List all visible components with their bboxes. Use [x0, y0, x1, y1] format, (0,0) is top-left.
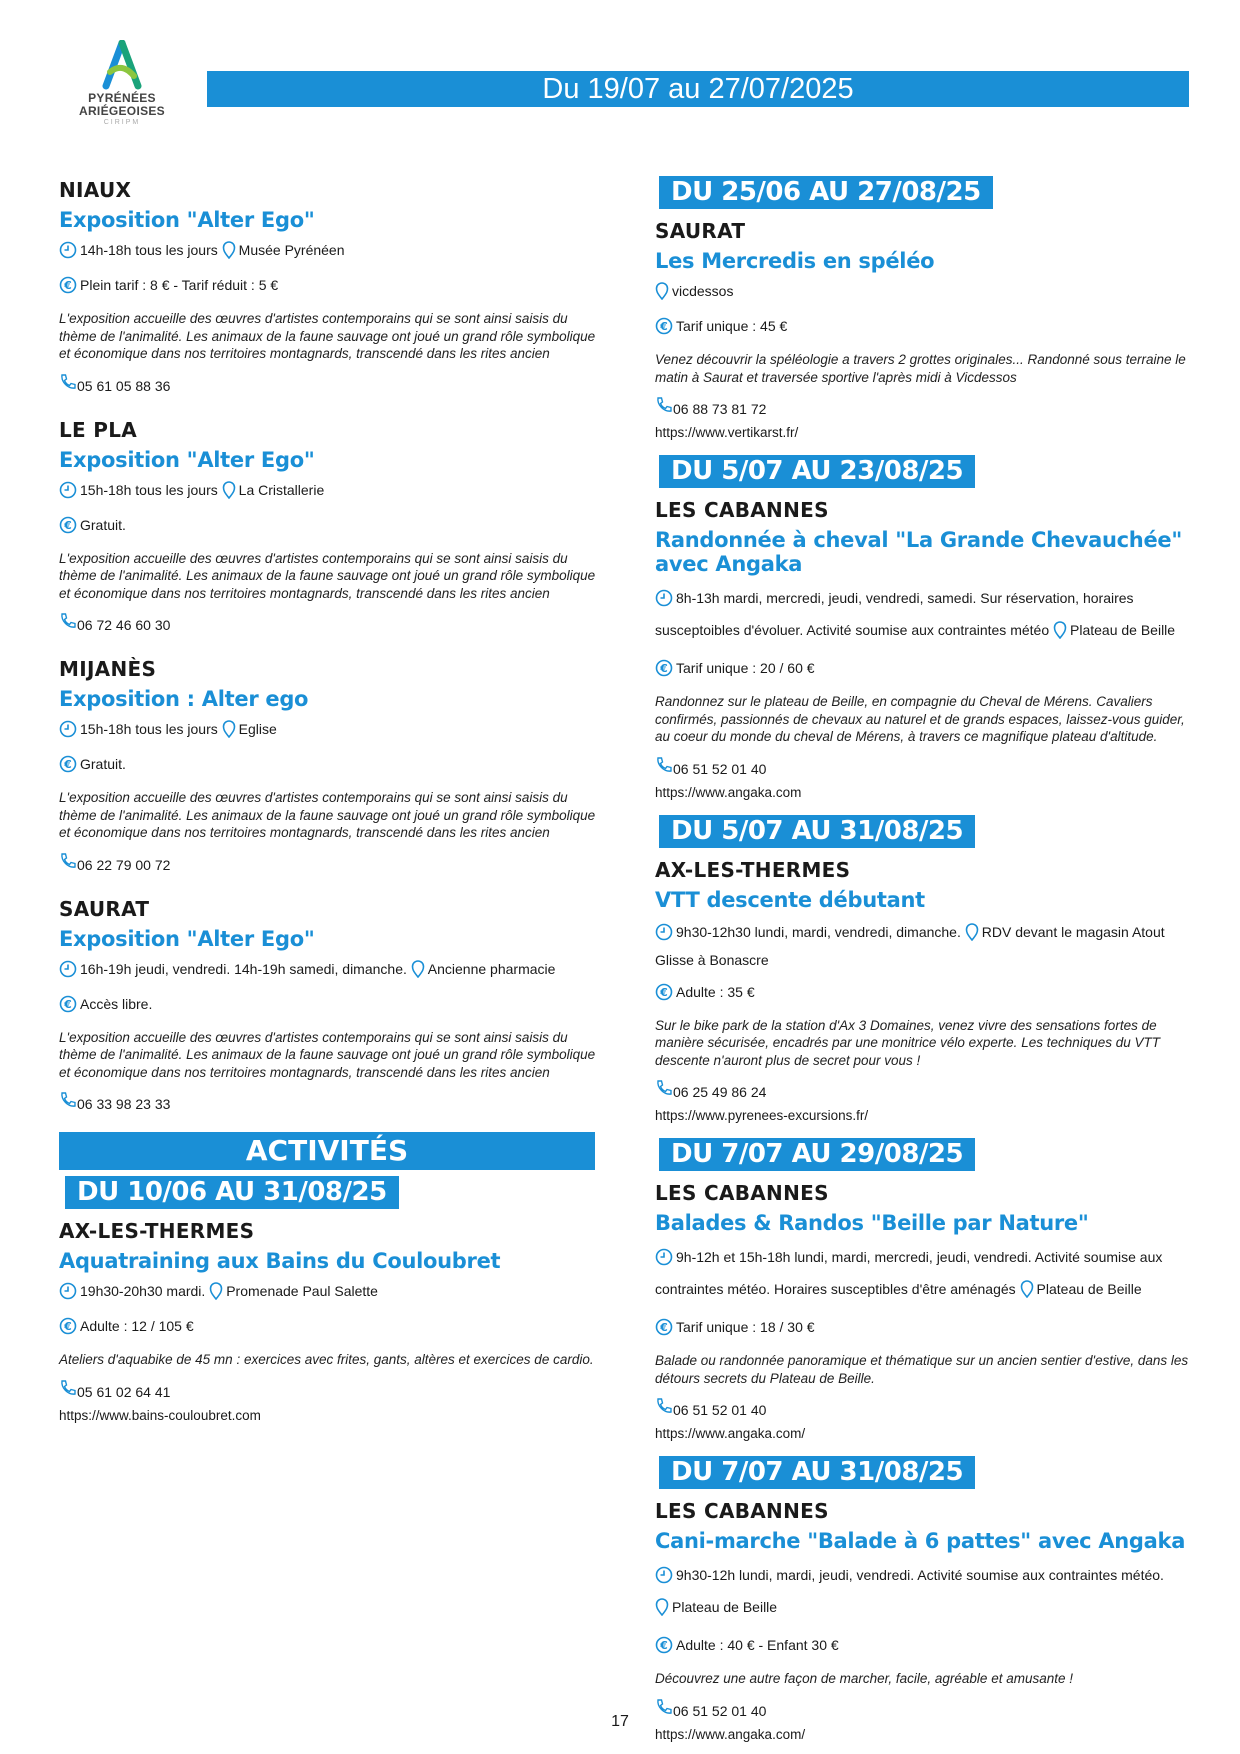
event-period: DU 25/06 AU 27/08/25 — [659, 176, 993, 209]
event-price-row — [59, 994, 599, 1019]
svg-text:€: € — [660, 320, 668, 333]
location-pin-icon — [222, 241, 236, 265]
event-hours: 9h30-12h lundi, mardi, jeudi, vendredi. Activité soumise aux contraintes météo. — [676, 1567, 1164, 1583]
phone-icon — [59, 1096, 77, 1112]
event-description: Découvrez une autre façon de marcher, facile, agréable et amusante ! — [655, 1671, 1073, 1686]
logo-line-3: CIRIPM — [103, 119, 141, 126]
event-speleo — [655, 176, 1195, 443]
location-pin-icon — [411, 960, 425, 984]
event-price-row — [655, 1635, 1195, 1660]
event-price: Gratuit. — [80, 756, 126, 772]
svg-text:€: € — [64, 997, 72, 1011]
event-title: VTT descente débutant — [655, 887, 925, 912]
event-title: Exposition "Alter Ego" — [59, 926, 315, 951]
event-town: SAURAT — [655, 219, 746, 243]
left-column — [59, 178, 599, 1448]
event-hours: 8h-13h mardi, mercredi, jeudi, vendredi, samedi. Sur réservation, horaires susceptoibles d'évoluer. Activité soumise aux contraintes météo — [655, 590, 1134, 638]
page-number: 17 — [611, 1713, 629, 1730]
event-place: vicdessos — [672, 283, 734, 299]
event-website-link[interactable]: https://www.angaka.com/ — [655, 1426, 806, 1441]
event-description: Randonnez sur le plateau de Beille, en compagnie du Cheval de Mérens. Cavaliers confirmés, passionnés de chevaux au naturel et de grands espaces, laissez-vous guider, au coeur du monde du cheval de Mérens, à travers ce magnifique plateau d'altitude. — [655, 694, 1185, 744]
event-description: Ateliers d'aquabike de 45 mn : exercices avec frites, gants, altères et exercices de cardio. — [59, 1352, 594, 1367]
event-phone: 06 51 52 01 40 — [673, 1402, 767, 1418]
clock-icon — [59, 241, 77, 265]
event-price: Tarif unique : 20 / 60 € — [676, 660, 815, 676]
location-pin-icon — [655, 1597, 669, 1625]
event-hours: 19h30-20h30 mardi. — [80, 1283, 206, 1299]
clock-icon — [59, 960, 77, 984]
event-hours-place — [59, 480, 599, 505]
event-description: L'exposition accueille des œuvres d'artistes contemporains qui se sont ainsi saisis du thème de l'animalité. Les animaux de la faune sauvage ont joué un grand rôle symbolique et économique dans nos territoires montagnards, transcendé dans les rites ancien — [59, 311, 596, 361]
euro-icon — [655, 983, 673, 1007]
event-description: Venez découvrir la spéléologie a travers 2 grottes originales... Randonné sous terraine le matin à Saurat et traversée sportive l'après midi à Vicdessos — [655, 352, 1186, 385]
phone-icon — [655, 1402, 673, 1418]
event-niaux — [59, 178, 599, 396]
event-place: Ancienne pharmacie — [427, 960, 556, 977]
event-title: Aquatraining aux Bains du Couloubret — [59, 1249, 501, 1273]
euro-icon — [655, 659, 673, 683]
event-description: L'exposition accueille des œuvres d'artistes contemporains qui se sont ainsi saisis du thème de l'animalité. Les animaux de la faune sauvage ont joué un grand rôle symbolique et économique dans nos territoires montagnards, transcendé dans les rites ancien — [59, 1029, 596, 1080]
phone-icon — [59, 378, 77, 394]
location-pin-icon — [209, 1282, 223, 1306]
event-website-link[interactable]: https://www.pyrenees-excursions.fr/ — [655, 1108, 869, 1123]
phone-icon — [59, 617, 77, 633]
clock-icon — [59, 481, 77, 505]
event-website-link[interactable]: https://www.angaka.com/ — [655, 1726, 806, 1742]
event-price: Accès libre. — [80, 995, 153, 1012]
event-hours-place — [655, 920, 1195, 972]
event-town: MIJANÈS — [59, 657, 157, 681]
event-hours: 15h-18h tous les jours — [80, 721, 218, 737]
phone-icon — [59, 857, 77, 873]
event-price: Tarif unique : 18 / 30 € — [676, 1319, 815, 1335]
event-hours-place — [655, 1561, 1195, 1625]
event-hours-place — [655, 584, 1195, 648]
event-title: Exposition : Alter ego — [59, 687, 309, 711]
location-pin-icon — [655, 282, 669, 306]
event-phone: 05 61 02 64 41 — [77, 1383, 171, 1400]
clock-icon — [655, 588, 673, 616]
event-town: LES CABANNES — [655, 1499, 829, 1523]
event-hours: 15h-18h tous les jours — [80, 481, 218, 498]
event-hours-place — [59, 719, 599, 744]
event-place: Musée Pyrénéen — [238, 242, 345, 258]
logo-line-2: ARIÉGEOISES — [79, 104, 165, 118]
event-hours-place — [655, 1243, 1195, 1307]
event-place: Eglise — [238, 721, 277, 737]
svg-text:€: € — [64, 279, 72, 292]
event-title: Randonnée à cheval "La Grande Chevauchée" avec Angaka — [655, 528, 1182, 576]
event-phone: 06 33 98 23 33 — [77, 1096, 171, 1112]
event-title: Exposition "Alter Ego" — [59, 447, 315, 472]
event-place: Plateau de Beille — [672, 1599, 778, 1615]
euro-icon — [59, 276, 77, 300]
event-phone: 06 51 52 01 40 — [673, 1702, 767, 1719]
logo-line-1: PYRÉNÉES — [88, 91, 156, 105]
location-pin-icon — [965, 923, 979, 948]
section-title-activities: ACTIVITÉS — [59, 1132, 595, 1170]
event-place: Plateau de Beille — [1070, 622, 1176, 638]
event-town: SAURAT — [59, 896, 150, 921]
event-website-link[interactable]: https://www.bains-couloubret.com — [59, 1407, 261, 1423]
event-title: Les Mercredis en spéléo — [655, 249, 935, 273]
event-phone-row — [655, 1079, 1195, 1102]
event-period: DU 5/07 AU 31/08/25 — [659, 815, 975, 848]
event-phone-row — [59, 373, 599, 396]
event-town: AX-LES-THERMES — [59, 1219, 255, 1243]
phone-icon — [655, 761, 673, 777]
event-price-row — [59, 515, 599, 540]
event-hours: 9h-12h et 15h-18h lundi, mardi, mercredi, jeudi, vendredi. Activité soumise aux contraintes météo. Horaires susceptibles d'être aménagés — [655, 1249, 1163, 1297]
event-phone-row — [59, 1379, 599, 1402]
clock-icon — [655, 1247, 673, 1275]
event-hours-place — [59, 240, 599, 265]
event-place-row — [655, 281, 1195, 306]
event-phone-row — [59, 1091, 599, 1114]
event-mijanes — [59, 657, 599, 875]
event-town: LES CABANNES — [655, 1181, 829, 1205]
event-phone-row — [655, 756, 1195, 779]
event-price-row — [655, 982, 1195, 1007]
euro-icon — [59, 995, 77, 1019]
clock-icon — [59, 1282, 77, 1306]
svg-text:€: € — [660, 1639, 668, 1652]
euro-icon — [59, 755, 77, 779]
event-phone: 06 51 52 01 40 — [673, 760, 767, 777]
event-description: L'exposition accueille des œuvres d'artistes contemporains qui se sont ainsi saisis du thème de l'animalité. Les animaux de la faune sauvage ont joué un grand rôle symbolique et économique dans nos territoires montagnards, transcendé dans les rites ancien — [59, 790, 596, 840]
event-price: Gratuit. — [80, 516, 126, 533]
event-description: Balade ou randonnée panoramique et thématique sur un ancien sentier d'estive, dans les détours secrets du Plateau de Beille. — [655, 1353, 1189, 1386]
location-pin-icon — [1020, 1279, 1034, 1307]
event-price-row — [59, 754, 599, 779]
logo-mark-icon — [100, 40, 144, 92]
event-hours-place — [59, 1281, 599, 1306]
event-place: Plateau de Beille — [1036, 1281, 1142, 1297]
event-description: L'exposition accueille des œuvres d'artistes contemporains qui se sont ainsi saisis du thème de l'animalité. Les animaux de la faune sauvage ont joué un grand rôle symbolique et économique dans nos territoires montagnards, transcendé dans les rites ancien — [59, 550, 596, 601]
event-phone-row — [655, 396, 1195, 419]
event-title: Balades & Randos "Beille par Nature" — [655, 1211, 1089, 1235]
logo — [72, 40, 172, 127]
event-hours-place — [59, 959, 599, 984]
event-phone: 06 25 49 86 24 — [673, 1084, 767, 1100]
event-price-row — [655, 316, 1195, 341]
event-phone-row — [655, 1397, 1195, 1420]
event-chevauchee — [655, 455, 1195, 803]
event-phone: 05 61 05 88 36 — [77, 377, 171, 394]
event-price-row — [59, 1316, 599, 1341]
event-place: Promenade Paul Salette — [226, 1283, 378, 1299]
event-price: Tarif unique : 45 € — [676, 318, 788, 334]
euro-icon — [59, 516, 77, 540]
euro-icon — [655, 317, 673, 341]
location-pin-icon — [222, 720, 236, 744]
event-website-link[interactable]: https://www.vertikarst.fr/ — [655, 425, 799, 440]
clock-icon — [655, 1565, 673, 1593]
phone-icon — [59, 1384, 77, 1400]
event-price-row — [655, 1317, 1195, 1342]
event-phone: 06 88 73 81 72 — [673, 401, 767, 417]
event-town: LES CABANNES — [655, 498, 829, 522]
event-le-pla — [59, 418, 599, 636]
event-place: RDV devant le magasin Atout Glisse à Bonascre — [655, 923, 1165, 968]
event-hours: 16h-19h jeudi, vendredi. 14h-19h samedi, dimanche. — [80, 960, 407, 977]
event-phone: 06 22 79 00 72 — [77, 856, 171, 873]
right-column — [655, 176, 1195, 1751]
event-price: Adulte : 40 € - Enfant 30 € — [676, 1637, 839, 1653]
event-town: LE PLA — [59, 417, 138, 442]
event-price: Adulte : 12 / 105 € — [80, 1318, 194, 1334]
location-pin-icon — [1053, 620, 1067, 648]
event-hours: 9h30-12h30 lundi, mardi, vendredi, dimanche. — [676, 923, 961, 940]
event-town: AX-LES-THERMES — [655, 857, 851, 882]
event-price: Adulte : 35 € — [676, 983, 755, 1000]
phone-icon — [655, 401, 673, 417]
svg-text:€: € — [64, 1320, 72, 1333]
event-title: Cani-marche "Balade à 6 pattes" avec Angaka — [655, 1529, 1186, 1553]
event-period: DU 10/06 AU 31/08/25 — [65, 1176, 399, 1209]
euro-icon — [59, 1317, 77, 1341]
svg-text:€: € — [660, 662, 668, 675]
event-beille-nature — [655, 1138, 1195, 1444]
location-pin-icon — [222, 481, 236, 505]
event-phone-row — [59, 612, 599, 635]
event-saurat-expo — [59, 897, 599, 1115]
event-hours: 14h-18h tous les jours — [80, 242, 218, 258]
event-cani-marche — [655, 1456, 1195, 1745]
event-price-row — [655, 658, 1195, 683]
event-description: Sur le bike park de la station d'Ax 3 Domaines, venez vivre des sensations fortes de manière sécurisée, encadrés par une monitrice vélo experte. Les techniques du VTT descente n'auront plus de secret pour vous ! — [655, 1017, 1161, 1068]
event-phone-row — [59, 852, 599, 875]
event-price-row — [59, 275, 599, 300]
event-town: NIAUX — [59, 178, 132, 202]
clock-icon — [655, 923, 673, 948]
euro-icon — [655, 1318, 673, 1342]
euro-icon — [655, 1636, 673, 1660]
event-period: DU 7/07 AU 29/08/25 — [659, 1138, 975, 1171]
event-aquatraining — [59, 1170, 599, 1426]
event-website-link[interactable]: https://www.angaka.com — [655, 784, 802, 800]
event-period: DU 7/07 AU 31/08/25 — [659, 1456, 975, 1489]
svg-text:€: € — [660, 1321, 668, 1334]
date-banner: Du 19/07 au 27/07/2025 — [207, 71, 1189, 107]
event-vtt — [655, 815, 1195, 1127]
phone-icon — [655, 1084, 673, 1100]
event-phone: 06 72 46 60 30 — [77, 617, 171, 633]
svg-text:€: € — [64, 758, 72, 771]
event-title: Exposition "Alter Ego" — [59, 208, 315, 232]
event-price: Plein tarif : 8 € - Tarif réduit : 5 € — [80, 277, 279, 293]
clock-icon — [59, 720, 77, 744]
svg-text:€: € — [64, 518, 72, 532]
event-period: DU 5/07 AU 23/08/25 — [659, 455, 975, 488]
svg-text:€: € — [660, 985, 668, 999]
event-place: La Cristallerie — [238, 481, 325, 498]
